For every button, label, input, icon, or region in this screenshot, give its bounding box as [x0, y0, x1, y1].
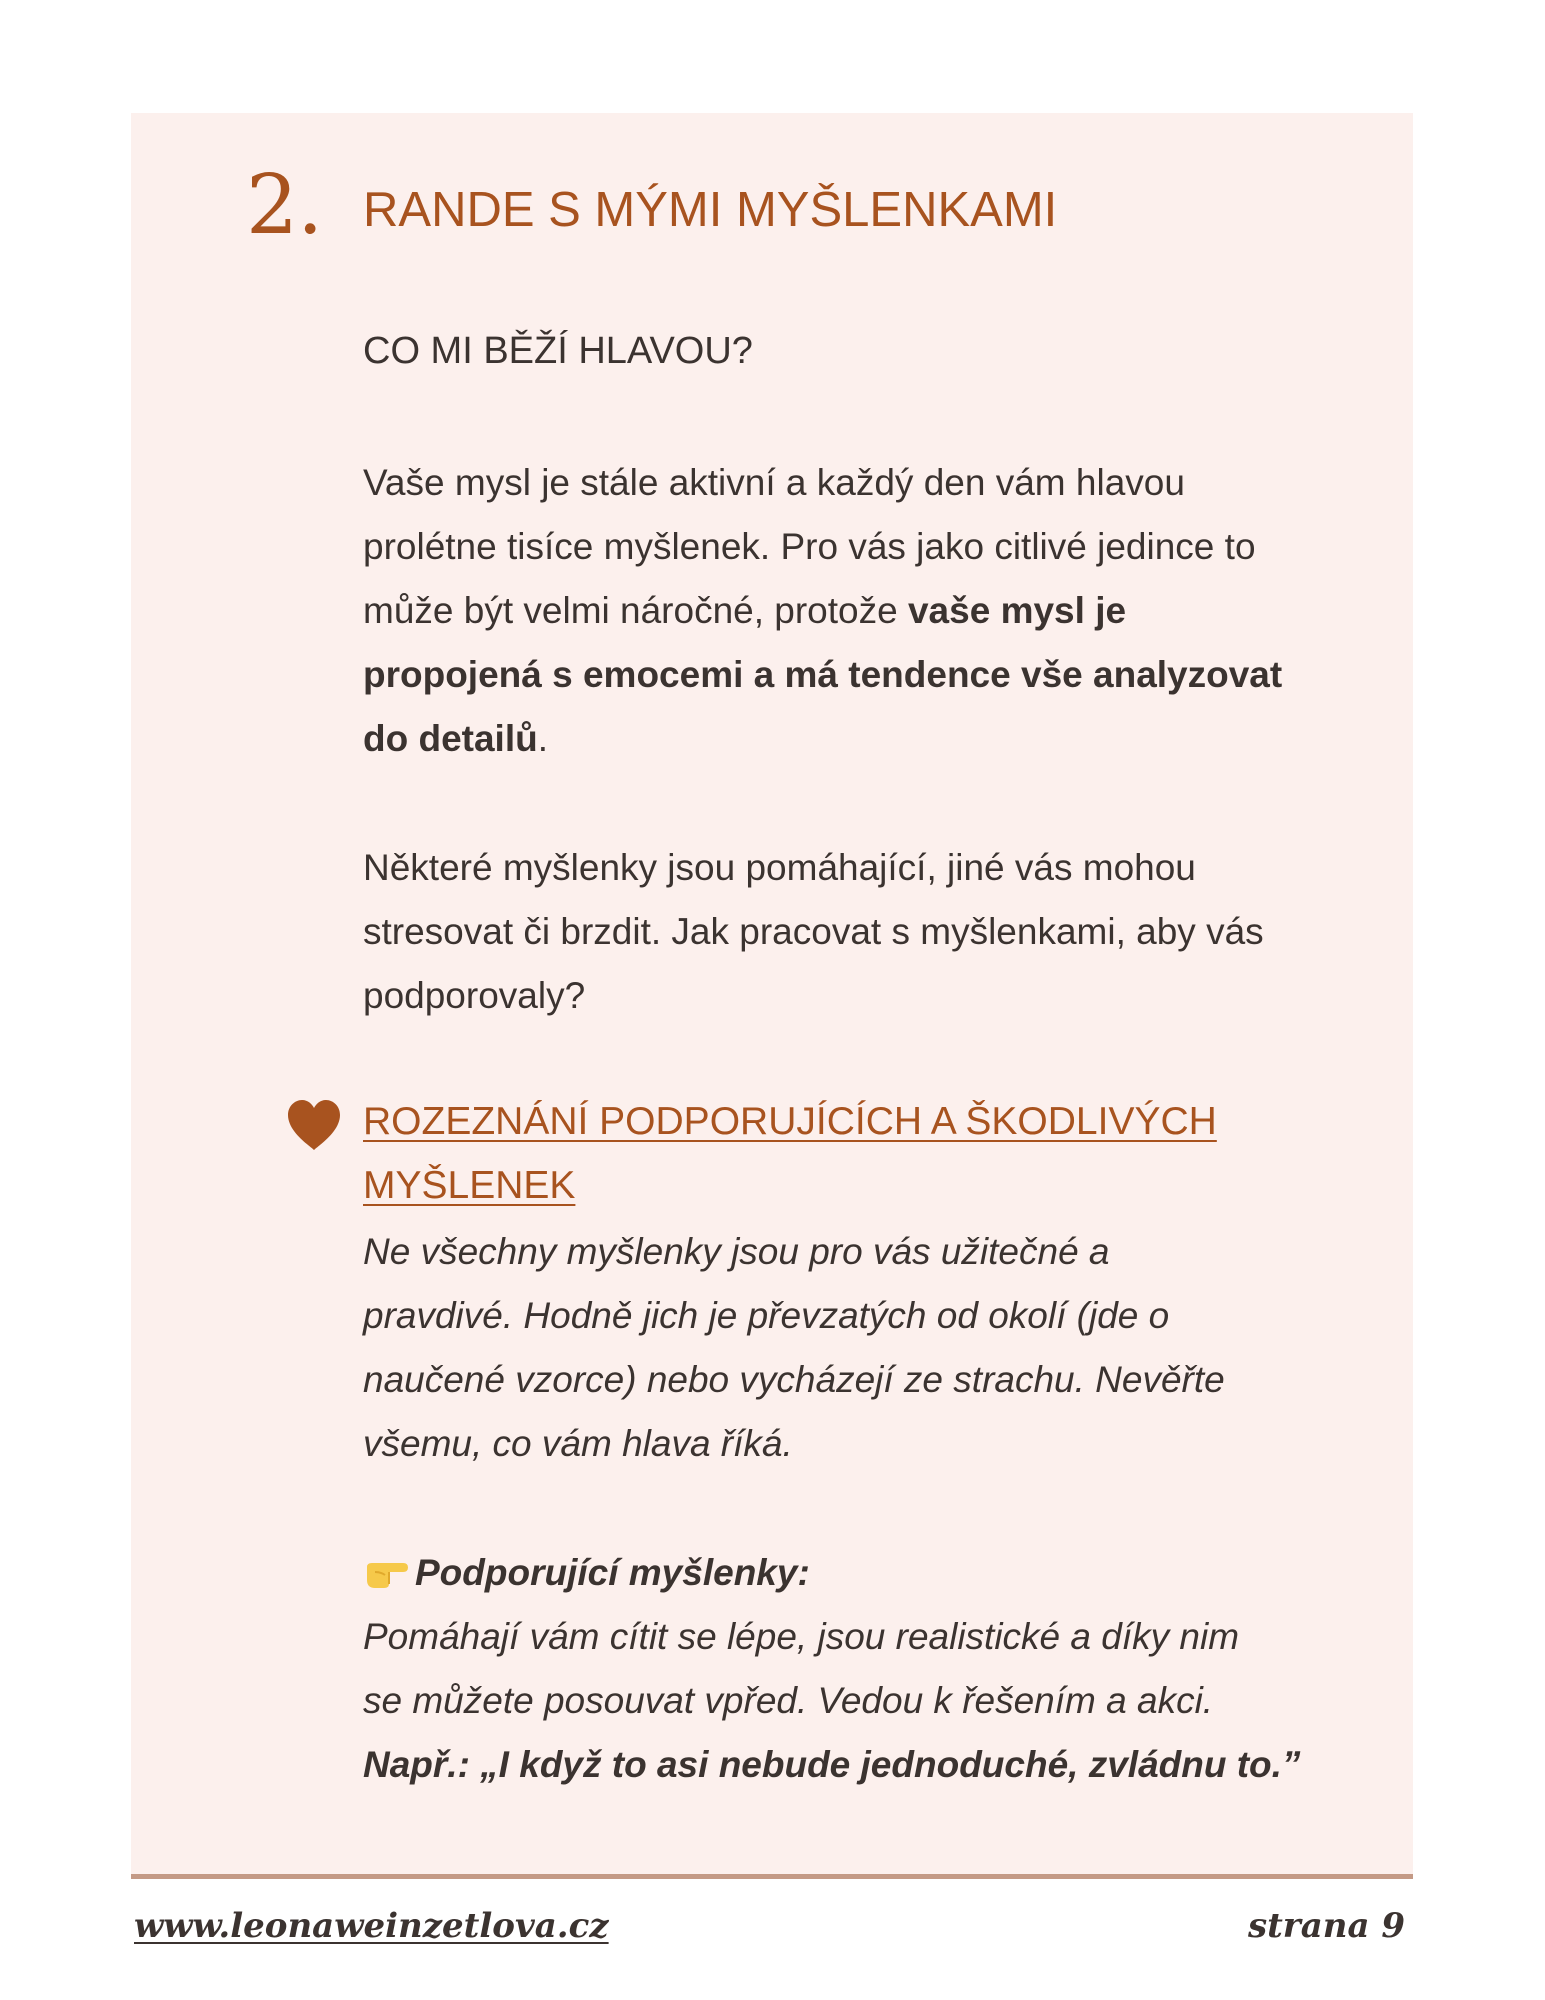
question-line: Některé myšlenky jsou pomáhající, jiné vás mohou	[363, 847, 1196, 888]
supporting-body-line: Pomáhají vám cítit se lépe, jsou realistické a díky nim	[363, 1616, 1240, 1657]
tip-body-line: pravdivé. Hodně jich je převzatých od okolí (jde o	[363, 1295, 1170, 1336]
intro-emphasis: vaše mysl je	[907, 590, 1127, 631]
tip-body	[363, 1220, 1373, 1476]
supporting-heading	[363, 1541, 810, 1605]
question-line: stresovat či brzdit. Jak pracovat s myšlenkami, aby vás	[363, 911, 1264, 952]
subheading: CO MI BĚŽÍ HLAVOU?	[363, 330, 753, 372]
intro-line: prolétne tisíce myšlenek. Pro vás jako citlivé jedince to	[363, 526, 1256, 567]
heart-icon	[286, 1098, 342, 1154]
question-paragraph	[363, 836, 1373, 1028]
website-link[interactable]: www.leonaweinzetlova.cz	[134, 1906, 609, 1946]
supporting-body	[363, 1605, 1373, 1797]
intro-line-end: .	[537, 718, 549, 759]
page-number: strana 9	[1247, 1906, 1405, 1946]
tip-body-line: Ne všechny myšlenky jsou pro vás užitečné a	[363, 1231, 1110, 1272]
tip-body-line: všemu, co vám hlava říká.	[363, 1423, 793, 1464]
supporting-body-line: se můžete posouvat vpřed. Vedou k řešením a akci.	[363, 1680, 1214, 1721]
tip-body-line: naučené vzorce) nebo vycházejí ze strachu. Nevěřte	[363, 1359, 1225, 1400]
supporting-example: Např.: „I když to asi nebude jednoduché, zvládnu to.”	[363, 1744, 1301, 1785]
intro-paragraph	[363, 451, 1373, 771]
tip-heading-line: ROZEZNÁNÍ PODPORUJÍCÍCH A ŠKODLIVÝCH	[363, 1100, 1217, 1143]
intro-line: Vaše mysl je stále aktivní a každý den vám hlavou	[363, 462, 1185, 503]
intro-emphasis-line: propojená s emocemi a má tendence vše analyzovat	[363, 654, 1283, 695]
tip-heading	[363, 1090, 1373, 1218]
supporting-label: Podporující myšlenky:	[415, 1552, 810, 1593]
section-title: RANDE S MÝMI MYŠLENKAMI	[363, 183, 1058, 237]
section-number: 2.	[246, 158, 323, 253]
pointing-hand-icon	[363, 1555, 409, 1591]
footer-divider	[131, 1874, 1413, 1879]
question-line: podporovaly?	[363, 975, 586, 1016]
intro-line-text: může být velmi náročné, protože	[363, 590, 908, 631]
intro-emphasis: do detailů	[363, 718, 538, 759]
intro-line	[363, 707, 1373, 771]
tip-heading-line: MYŠLENEK	[363, 1164, 576, 1207]
intro-line	[363, 579, 1373, 643]
